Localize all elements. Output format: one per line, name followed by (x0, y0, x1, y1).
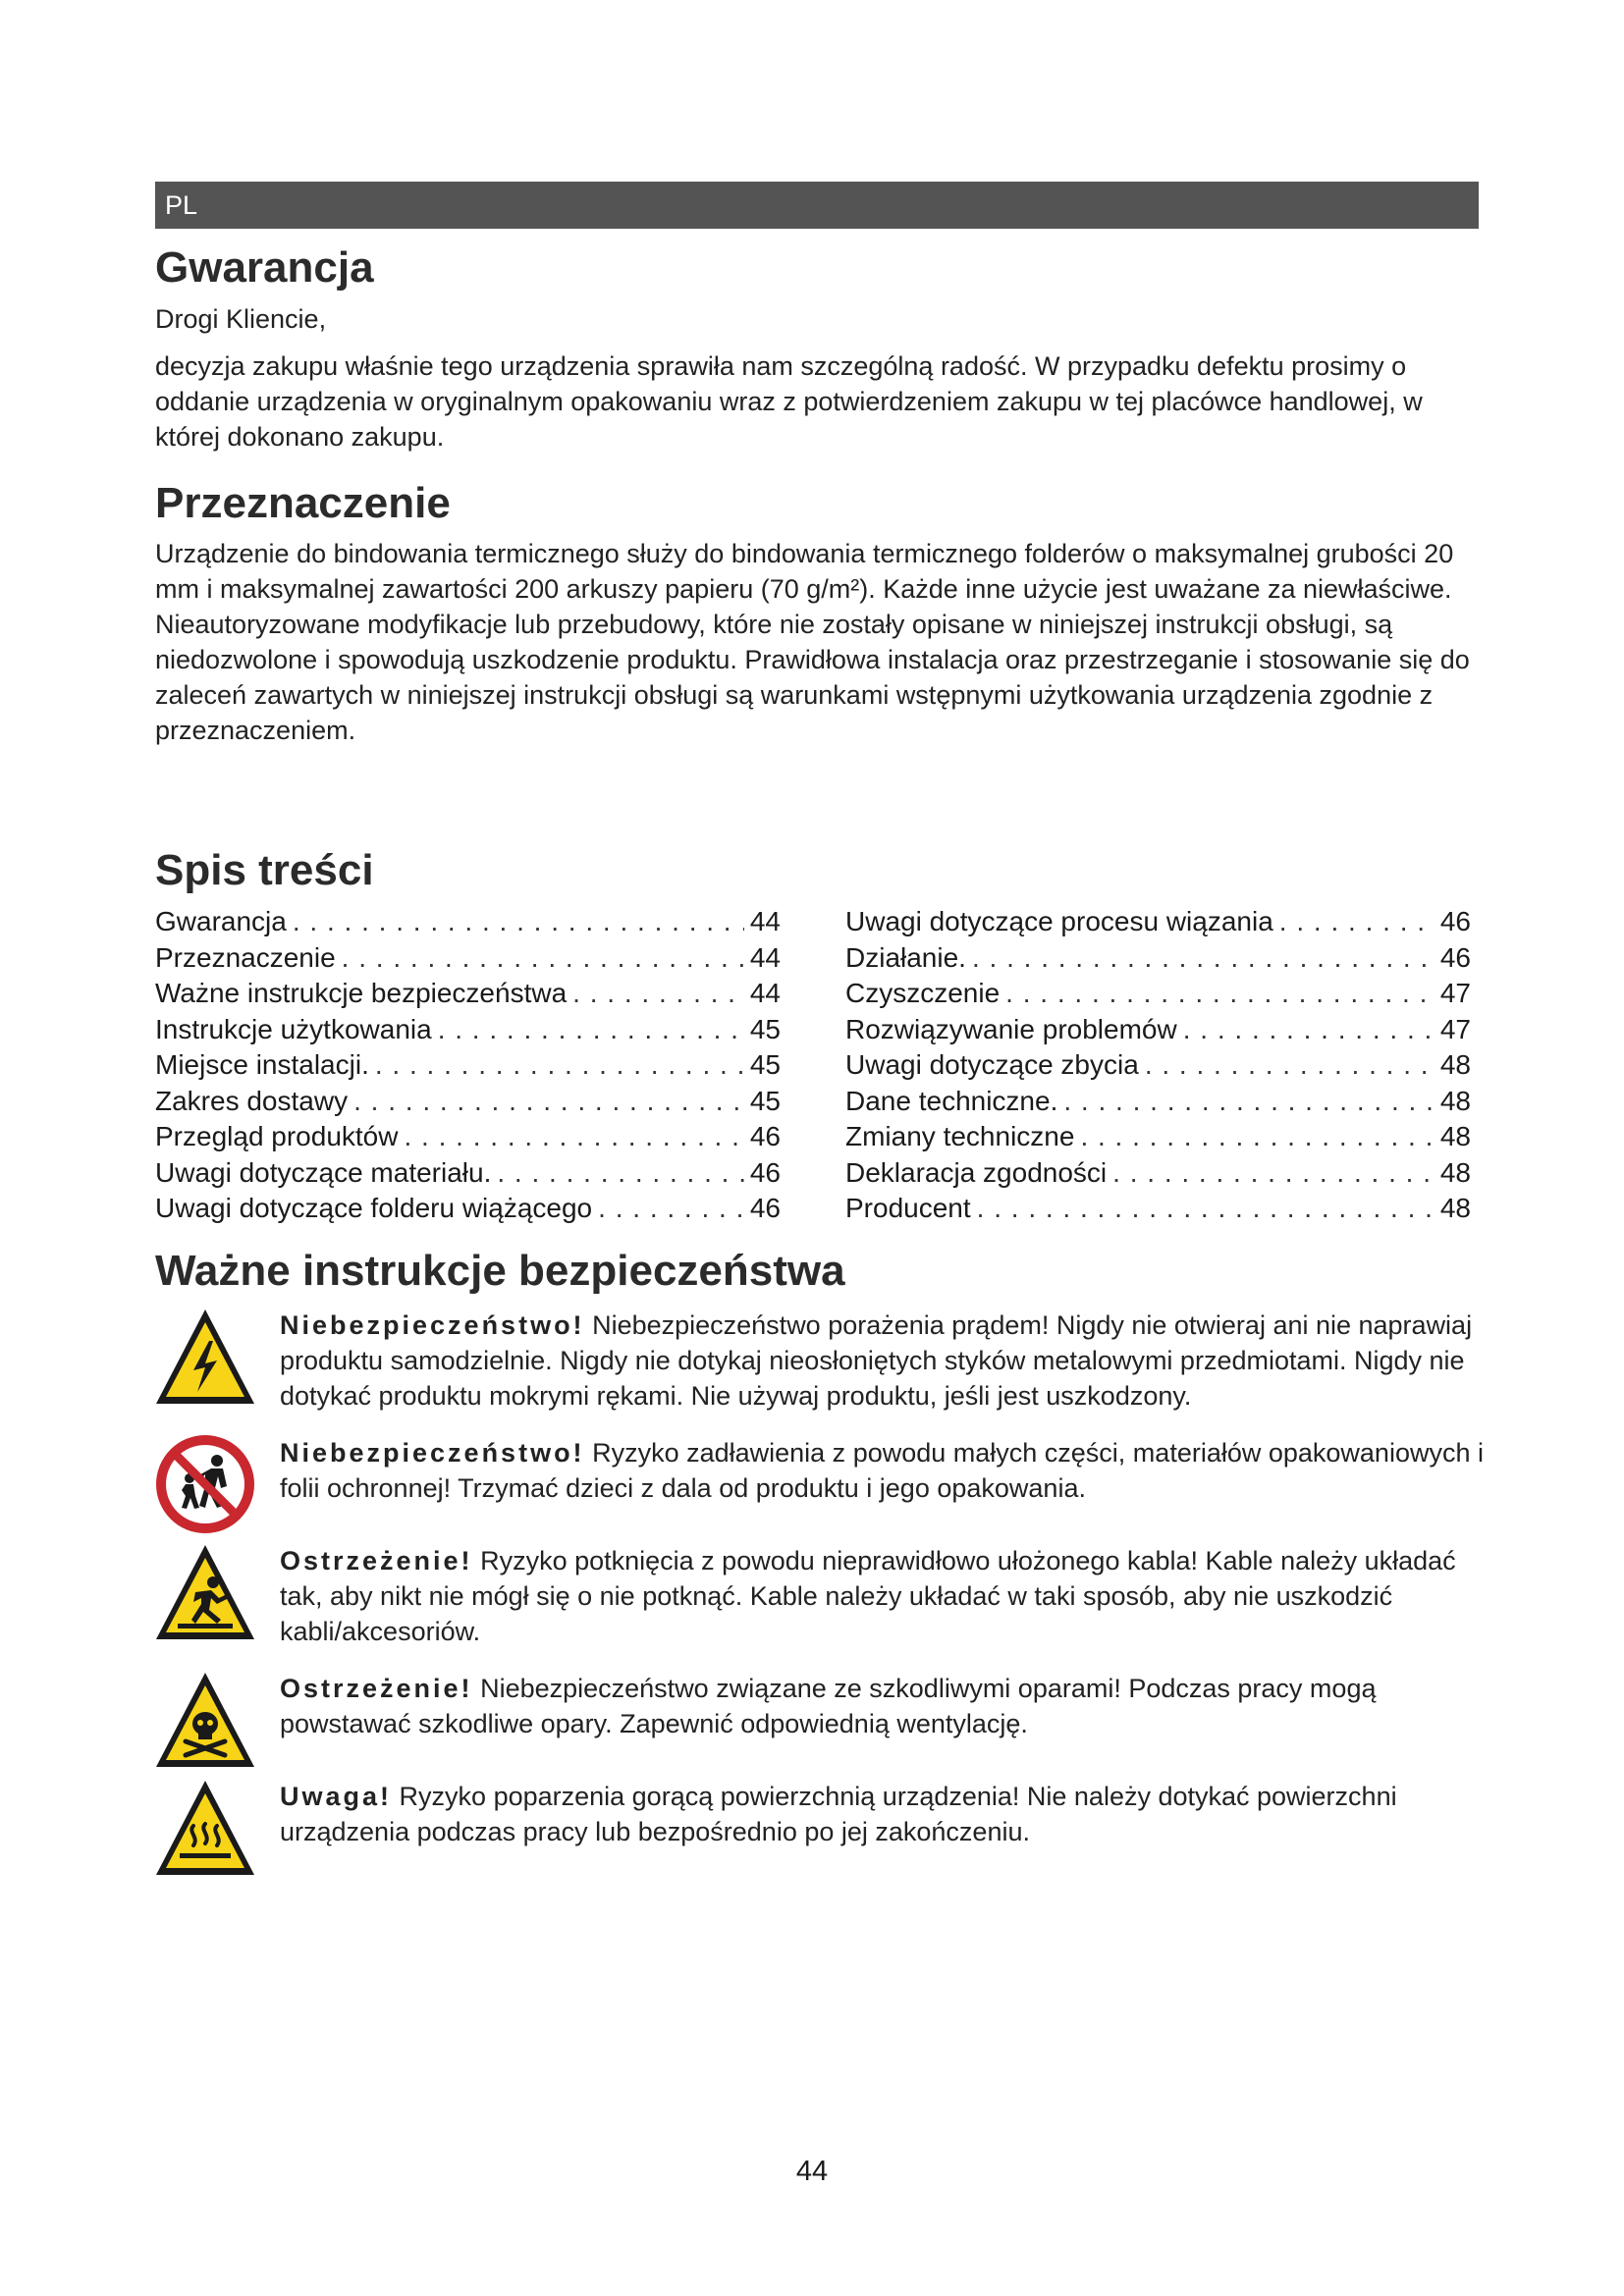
trip-hazard-icon (152, 1541, 258, 1647)
safety-warning-text (280, 1779, 1502, 1849)
toc-entry-page: 48 (1439, 1049, 1471, 1080)
toc-entry-title: Ważne instrukcje bezpieczeństwa (155, 978, 568, 1008)
toc-entry-title: Przegląd produktów (155, 1121, 399, 1151)
electric-shock-warning-icon (152, 1306, 258, 1412)
safety-warning-body: Niebezpieczeństwo związane ze szkodliwymi oparami! Podczas pracy mogą powstawać szkodliwe opary. Zapewnić odpowiednią wentylację. (280, 1674, 1377, 1738)
warranty-body: decyzja zakupu właśnie tego urządzenia sprawiła nam szczególną radość. W przypadku defektu prosimy o oddanie urządzenia w oryginalnym opakowaniu wraz z potwierdzeniem zakupu w tej placówce handlowej, w której dokonano zakupu. (155, 351, 1423, 452)
toc-leader (598, 1191, 744, 1227)
safety-warning-body: Ryzyko potknięcia z powodu nieprawidłowo ułożonego kabla! Kable należy układać tak, aby nikt nie mógł się o nie potknąć. Kable należy układać w taki sposób, aby nie uszkodzić kabli/akcesoriów. (280, 1546, 1456, 1646)
toc-leader (375, 1047, 744, 1084)
toc-entry[interactable] (155, 1119, 781, 1155)
toc-entry-title: Uwagi dotyczące materiału. (155, 1156, 492, 1188)
toc-entry-title: Gwarancja (155, 906, 287, 936)
toc-entry[interactable] (845, 1012, 1471, 1048)
toc-right-column (845, 904, 1471, 1227)
safety-warning-keyword: Niebezpieczeństwo! (280, 1310, 585, 1340)
safety-warning-body: Ryzyko zadławienia z powodu małych części, materiałów opakowaniowych i folii ochronnej! Trzymać dzieci z dala od produktu i jego opakowania. (280, 1438, 1484, 1503)
toc-entry-title: Rozwiązywanie problemów (845, 1013, 1177, 1044)
toc-entry[interactable] (155, 904, 781, 940)
toc-entry-page: 48 (1439, 1085, 1471, 1116)
no-children-icon (152, 1431, 258, 1537)
toc-leader (1063, 1084, 1434, 1120)
purpose-heading: Przeznaczenie (155, 479, 451, 527)
toc-leader (572, 976, 744, 1012)
toc-leader (353, 1084, 744, 1120)
toc-entry[interactable] (155, 1012, 781, 1048)
toc-entry-page: 47 (1439, 1013, 1471, 1044)
toc-leader (293, 904, 744, 940)
warranty-greeting: Drogi Kliencie, (155, 304, 327, 334)
safety-warning-body: Ryzyko poparzenia gorącą powierzchnią urządzenia! Nie należy dotykać powierzchni urządzenia podczas pracy lub bezpośrednio po jej zakończeniu. (280, 1782, 1397, 1846)
toc-leader (1112, 1155, 1435, 1192)
toc-entry[interactable] (845, 976, 1471, 1012)
toc-entry-title: Uwagi dotyczące procesu wiązania (845, 906, 1273, 936)
safety-warning-keyword: Uwaga! (280, 1782, 393, 1811)
safety-warning-text (280, 1671, 1502, 1741)
safety-warning-text (280, 1543, 1502, 1649)
toc-entry-title: Instrukcje użytkowania (155, 1013, 432, 1044)
toc-entry-title: Uwagi dotyczące zbycia (845, 1049, 1139, 1080)
toc-leader (342, 940, 744, 977)
safety-warning-keyword: Ostrzeżenie! (280, 1546, 473, 1575)
safety-warning-keyword: Ostrzeżenie! (280, 1674, 473, 1703)
hot-surface-icon (152, 1777, 258, 1883)
toc-entry-title: Zakres dostawy (155, 1085, 349, 1116)
toc-entry-page: 44 (749, 906, 781, 936)
safety-warning-text (280, 1435, 1502, 1506)
toc-entry-page: 48 (1439, 1156, 1471, 1188)
toc-entry-title: Uwagi dotyczące folderu wiążącego (155, 1193, 593, 1223)
toc-entry-page: 46 (1439, 941, 1471, 973)
toc-leader (977, 1191, 1435, 1227)
toc-leader (404, 1119, 743, 1155)
toc-entry[interactable] (155, 976, 781, 1012)
toc-left-column (155, 904, 781, 1227)
toc-entry-page: 44 (749, 941, 781, 973)
toc-entry-page: 45 (749, 1013, 781, 1044)
toc-entry-page: 48 (1439, 1193, 1471, 1223)
toc-heading: Spis treści (155, 846, 374, 894)
safety-warning-body: Niebezpieczeństwo porażenia prądem! Nigdy nie otwieraj ani nie naprawiaj produktu samodzielnie. Nigdy nie dotykaj nieosłoniętych styków metalowymi przedmiotami. Nigdy nie dotykać produktu mokrymi rękami. Nie używaj produktu, jeśli jest uszkodzony. (280, 1310, 1473, 1411)
toc-entry[interactable] (845, 904, 1471, 940)
safety-warning-keyword: Niebezpieczeństwo! (280, 1438, 585, 1468)
toc-entry[interactable] (845, 1047, 1471, 1084)
toc-entry[interactable] (845, 1191, 1471, 1227)
warranty-heading: Gwarancja (155, 243, 374, 292)
toc-entry-title: Dane techniczne. (845, 1085, 1058, 1116)
toc-entry-title: Przeznaczenie (155, 941, 336, 973)
safety-heading: Ważne instrukcje bezpieczeństwa (155, 1247, 845, 1295)
language-code: PL (165, 190, 198, 220)
toc-entry[interactable] (155, 1155, 781, 1192)
toc-entry-title: Czyszczenie (845, 978, 1001, 1008)
page-number: 44 (795, 2156, 829, 2187)
toc-entry-page: 46 (749, 1156, 781, 1188)
purpose-body: Urządzenie do bindowania termicznego służy do bindowania termicznego folderów o maksymalnej grubości 20 mm i maksymalnej zawartości 200 arkuszy papieru (70 g/m²). Każde inne użycie jest uważane za niewłaściwe. Nieautoryzowane modyfikacje lub przebudowy, które nie zostały opisane w niniejszej instrukcji obsługi, są niedozwolone i spowodują uszkodzenie produktu. Prawidłowa instalacja oraz przestrzeganie i stosowanie się do zaleceń zawartych w niniejszej instrukcji obsługi są warunkami wstępnymi użytkowania urządzenia zgodnie z przeznaczeniem. (155, 539, 1470, 745)
toc-leader (1005, 976, 1435, 1012)
toc-entry[interactable] (845, 1119, 1471, 1155)
toc-entry-page: 46 (1439, 906, 1471, 936)
toc-entry-title: Działanie. (845, 941, 966, 973)
toc-entry-title: Producent (845, 1193, 971, 1223)
toc-entry-title: Miejsce instalacji. (155, 1049, 369, 1080)
toc-entry[interactable] (155, 1084, 781, 1120)
toc-leader (497, 1155, 743, 1192)
safety-warning-text (280, 1308, 1502, 1414)
toc-leader (1145, 1047, 1435, 1084)
toc-entry[interactable] (155, 1047, 781, 1084)
toc-entry-page: 46 (749, 1193, 781, 1223)
toc-leader (1183, 1012, 1435, 1048)
toc-entry-page: 45 (749, 1085, 781, 1116)
toc-entry-title: Deklaracja zgodności (845, 1156, 1108, 1188)
language-bar (155, 182, 1479, 229)
toc-entry-page: 45 (749, 1049, 781, 1080)
toc-leader (1279, 904, 1435, 940)
toc-entry[interactable] (845, 1084, 1471, 1120)
toc-leader (1080, 1119, 1434, 1155)
toxic-hazard-icon (152, 1669, 258, 1775)
toc-entry[interactable] (155, 1191, 781, 1227)
toc-leader (972, 940, 1435, 977)
toc-entry-page: 48 (1439, 1121, 1471, 1151)
toc-entry-title: Zmiany techniczne (845, 1121, 1075, 1151)
toc-leader (438, 1012, 744, 1048)
toc-entry[interactable] (845, 940, 1471, 977)
toc-entry-page: 46 (749, 1121, 781, 1151)
toc-entry[interactable] (845, 1155, 1471, 1192)
toc-entry[interactable] (155, 940, 781, 977)
toc-entry-page: 47 (1439, 978, 1471, 1008)
toc-entry-page: 44 (749, 978, 781, 1008)
